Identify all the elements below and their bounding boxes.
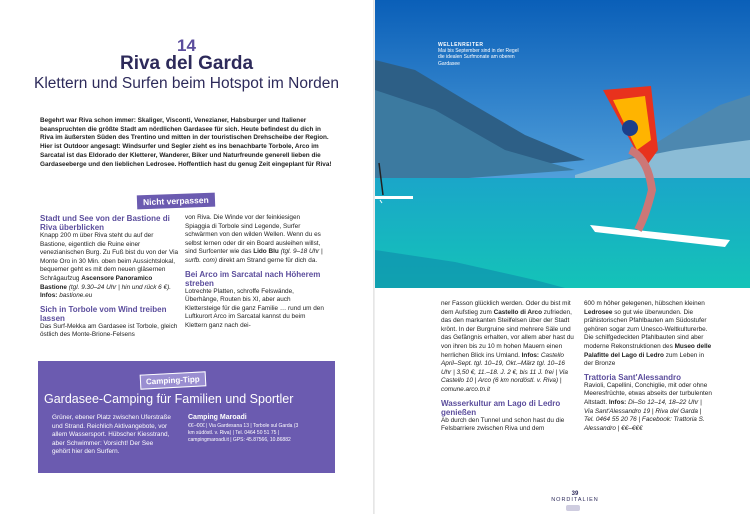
heading-arco: Bei Arco im Sarcatal nach Höherem streben (185, 269, 321, 288)
heading-bastione: Stadt und See von der Bastione di Riva überblicken (40, 214, 170, 232)
photo-caption (438, 42, 520, 67)
para-ledro-cont: 600 m höher gelegenen, hübschen kleinen Ledrosee so gut wie überwunden. Die prähistorischen Pfahlbauten am Südostufer gehören sogar zum Unesco-Weltkulturerbe. Die schilfgedeckten Pfahlbauten sind aber moderne Rekonstruktionen des Museo delle Palafitte del Lago di Ledro zum Leben in der Bronze (584, 300, 712, 368)
heading-torbole: Sich in Torbole vom Wind treiben lassen (40, 304, 167, 323)
para-torbole: Das Surf-Mekka am Gardasee ist Torbole, gleich östlich des Monte-Brione-Felsens (40, 322, 178, 339)
para-arco: Lotrechte Platten, schroffe Felswände, Überhänge, Routen bis XI, aber auch Klettersteige für die ganz Familie … rund um den Luftkurort Arco im Sarcatal kannst du beim Klettern ganz nach dei- (185, 287, 324, 329)
para-trattoria: Ravioli, Capellini, Conchiglie, mit oder ohne Meeresfrüchte, etwas abseits der turbulenten Altstadt. Infos: Di–So 12–14, 18–22 Uhr | Via Sant'Alessandro 19 | Riva del Garda | Tel. 0464 55 20 76 | Facebook: Trattoria S. Alessandro | €€–€€€ (584, 381, 712, 432)
chapter-title: Riva del Garda (119, 53, 254, 74)
heading-trattoria: Trattoria Sant'Alessandro (584, 372, 682, 382)
chapter-number: 14 (177, 36, 196, 55)
left-column-1 (40, 214, 180, 344)
camping-info: €€–€€€ | Via Gardesana 13 | Torbole sul Garda (3 km südöstl. v. Riva) | Tel. 0464 50 51 75 | campingmaroadi.it | GPS: 45.87566, 10.86882 (188, 423, 299, 443)
caption-heading: WELLENREITER (438, 42, 484, 48)
left-column-2 (185, 214, 325, 335)
right-column-2 (584, 300, 712, 437)
page-footer (540, 491, 610, 503)
camping-tag: Camping-Tipp (140, 371, 206, 389)
chapter-subtitle: Klettern und Surfen beim Hotspot im Norden (34, 75, 339, 92)
heading-ledro: Wasserkultur am Lago di Ledro genießen (441, 398, 561, 417)
camper-van-icon (566, 505, 580, 511)
para-arco-castle: ner Fasson glücklich werden. Oder du bist mit dem Aufstieg zum Castello di Arco zufrieden, das den markanten Steilfelsen über der Stadt krönt. In der Burgruine sind mehrere Säle und das Gefängnis erhalten, vor allem aber hast du von ihren bis zu 10 m hohen Mauern einen herrlichen Blick ins Umland. Infos: Castello April–Sept. tgl. 10–19, Okt.–März tgl. 10–16 Uhr | 3,50 €, 11.–18. J. 2 €, bis 11 J. frei | Via Castello 10 | Arco (6 km nordöstl. v. Riva) | comune.arco.tn.it (441, 300, 574, 393)
region-label: NORDITALIEN (551, 497, 599, 503)
camping-details (188, 414, 303, 444)
windsurf-photo (375, 0, 750, 288)
para-bastione: Knapp 200 m über Riva steht du auf der Bastione, eigentlich die Ruine einer venezianischen Burg. Zu Fuß bist du von der Via Monte Oro in 30 Min. oben beim Aussichtslokal, bequemer geht es mit dem neuen gläsernen Schrägaufzug Ascensore Panoramico Bastione (tgl. 9.30–24 Uhr | hin und rück 6 €). Infos: bastione.eu (40, 232, 179, 300)
must-see-tag: Nicht verpassen (137, 193, 215, 210)
intro-paragraph: Begehrt war Riva schon immer: Skaliger, Visconti, Venezianer, Habsburger und Italiener beanspruchten die größte Stadt am nördlichen Gardasee für sich. Heute befindest du dich in Riva im äußersten Süden des Trentino und mitten in der touristischen Drehscheibe der Region. Hier ist Outdoor angesagt: Windsurfer und Segler zieht es ins benachbarte Torbole, Arco im Sarcatal ist das Eldorado der Kletterer, Wanderer, Biker und Naturfreunde generell lieben die Gardaseeberge und den lieblichen Ledrosee. Hoffentlich hast du genug Zeit eingeplant für Riva! (40, 117, 332, 168)
camping-description: Grüner, ebener Platz zwischen Uferstraße und Strand. Reichlich Aktivangebote, vor allem Wassersport. Hübscher Kiesstrand, aber Schwimmer: Vorsicht! Der See gehört hier den Surfern. (52, 414, 171, 455)
page-number: 39 (571, 491, 579, 497)
camping-name: Camping Maroadi (188, 414, 247, 421)
para-ledro: Ab durch den Tunnel und schon hast du die Felsbarriere zwischen Riva und dem (441, 416, 565, 433)
para-torbole-cont: von Riva. Die Winde vor der feinkiesigen Spiaggia di Torbole sind Legende, Surfer schwärmen von den wilden Wellen. Wenn du es selbst lernen oder dir ein Board ausleihen willst, sind Surfcenter wie das Lido Blu (tgl. 9–18 Uhr | surfb. com) direkt am Strand gerne für dich da. (185, 214, 323, 264)
caption-text: Mai bis September sind in der Regel die idealen Surfmonate am oberen Gardasee (438, 48, 519, 67)
right-column-1 (441, 300, 574, 438)
camping-title: Gardasee-Camping für Familien und Sportler (44, 392, 294, 406)
